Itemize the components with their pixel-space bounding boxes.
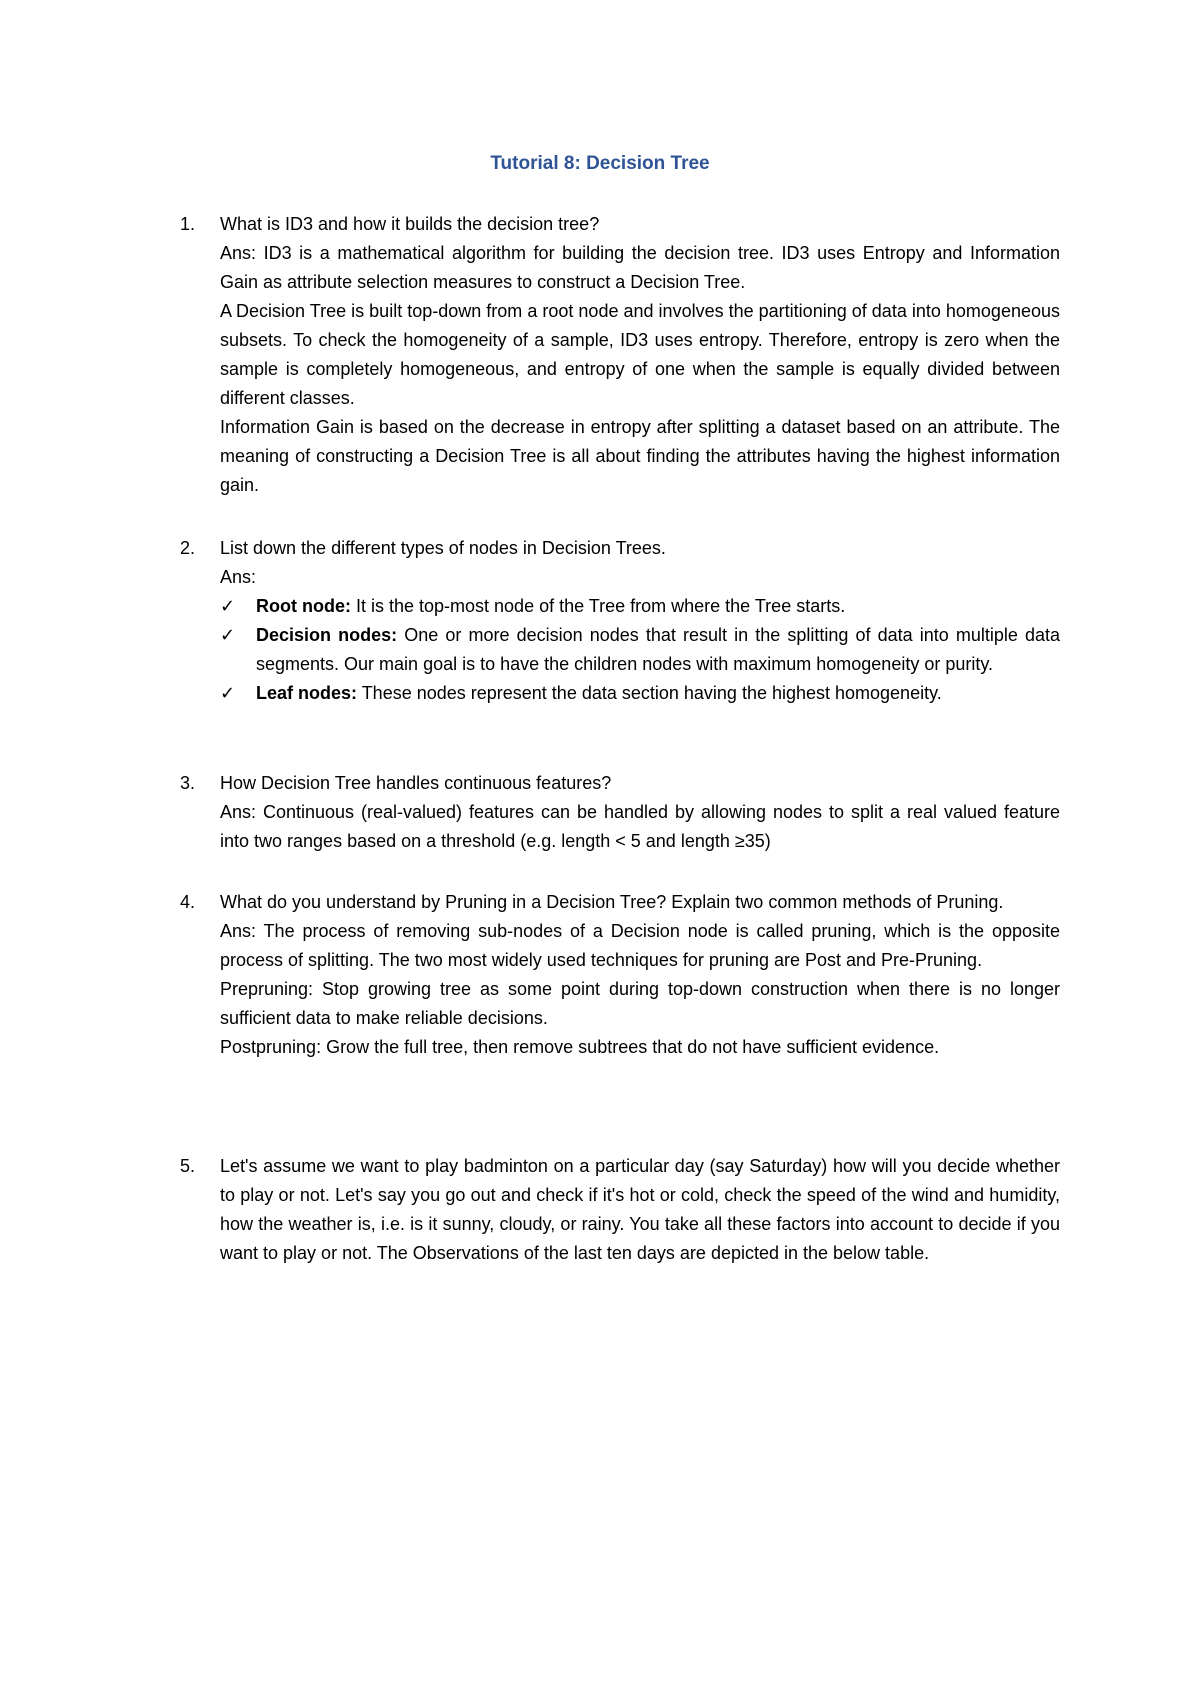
question-number: 2. [180,538,196,558]
answer-paragraph: Ans: The process of removing sub-nodes of a Decision node is called pruning, which is the opposite process of splitting. The two most widely used techniques for pruning are Post and Pre-Pruning. [220,921,1060,970]
list-item [220,621,1060,679]
answer-paragraph: Prepruning: Stop growing tree as some point during top-down construction when there is no longer sufficient data to make reliable decisions. [220,979,1060,1028]
checkmark-icon: ✓ [220,596,236,617]
list-item-text: It is the top-most node of the Tree from where the Tree starts. [350,596,846,616]
question-text: List down the different types of nodes in Decision Trees. [220,538,666,558]
answer-paragraph: Postpruning: Grow the full tree, then remove subtrees that do not have sufficient evidence. [220,1037,940,1057]
question-text: What is ID3 and how it builds the decision tree? [220,214,600,234]
question-number: 1. [180,214,196,234]
answer-paragraph: Information Gain is based on the decrease in entropy after splitting a dataset based on an attribute. The meaning of constructing a Decision Tree is all about finding the attributes having the highest information gain. [220,417,1060,495]
question-3 [180,769,1060,856]
node-types-list [220,592,1060,708]
question-1 [180,210,1060,500]
question-number: 3. [180,773,196,793]
question-body [220,1152,1060,1268]
question-4 [180,888,1060,1062]
question-number: 4. [180,892,196,912]
answer-paragraph: Ans: ID3 is a mathematical algorithm for building the decision tree. ID3 uses Entropy and Information Gain as attribute selection measures to construct a Decision Tree. [220,243,1060,292]
list-item-text: These nodes represent the data section having the highest homogeneity. [357,683,942,703]
question-text: How Decision Tree handles continuous features? [220,773,612,793]
answer-paragraph: A Decision Tree is built top-down from a root node and involves the partitioning of data into homogeneous subsets. To check the homogeneity of a sample, ID3 uses entropy. Therefore, entropy is zero when the sample is completely homogeneous, and entropy of one when the sample is equally divided between different classes. [220,301,1060,408]
question-body [220,210,1060,500]
question-5 [180,1152,1060,1268]
list-item-term: Decision nodes: [256,625,398,645]
list-item-text: One or more decision nodes that result in the splitting of data into multiple data segments. Our main goal is to have the children nodes with maximum homogeneity or purity. [256,625,1060,674]
answer-paragraph: Ans: Continuous (real-valued) features can be handled by allowing nodes to split a real valued feature into two ranges based on a threshold (e.g. length < 5 and length ≥35) [220,802,1060,851]
question-2 [180,534,1060,708]
list-item-term: Leaf nodes: [256,683,358,703]
list-item [220,592,1060,621]
question-body [220,769,1060,856]
page-title: Tutorial 8: Decision Tree [490,153,710,174]
question-text: What do you understand by Pruning in a Decision Tree? Explain two common methods of Pruning. [220,892,1004,912]
question-body [220,888,1060,1062]
checkmark-icon: ✓ [220,683,236,704]
list-item [220,679,1060,708]
checkmark-icon: ✓ [220,625,236,646]
answer-label: Ans: [220,567,257,587]
list-item-term: Root node: [256,596,351,616]
question-body [220,534,1060,708]
question-text: Let's assume we want to play badminton on a particular day (say Saturday) how will you decide whether to play or not. Let's say you go out and check if it's hot or cold, check the speed of the wind and humidity, how the weather is, i.e. is it sunny, cloudy, or rainy. You take all these factors into account to decide if you want to play or not. The Observations of the last ten days are depicted in the below table. [220,1156,1060,1263]
question-number: 5. [180,1156,196,1176]
